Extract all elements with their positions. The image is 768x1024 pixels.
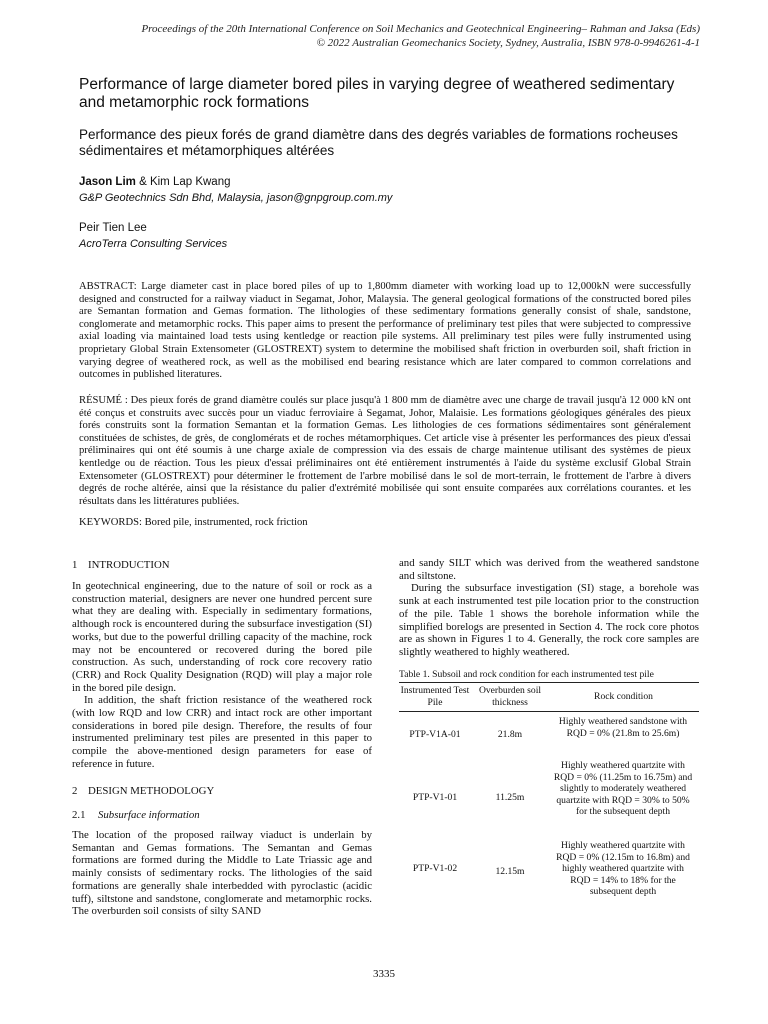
- running-header: [50, 22, 700, 50]
- paper-title: Performance of large diameter bored piles in varying degree of weathered sedimentary and metamorphic rock formations: [79, 76, 675, 111]
- paper-subtitle-french: Performance des pieux forés de grand diamètre dans des degrés variables de formations rocheuses sédimentaires et métamorphiques altérées: [79, 127, 678, 158]
- table-cell-pile: PTP-V1-01: [412, 792, 458, 803]
- subsection-2-1-title: Subsurface information: [98, 809, 200, 821]
- table-cell-thickness: 12.15m: [495, 866, 525, 877]
- author-affiliation-2: AcroTerra Consulting Services: [79, 238, 228, 250]
- right-column-text: [399, 557, 699, 659]
- table-cell-thickness: 11.25m: [495, 792, 525, 803]
- subsurface-text: [72, 829, 372, 918]
- table-header-rock: Rock condition: [594, 691, 653, 702]
- section-1-title: INTRODUCTION: [88, 559, 170, 571]
- right-paragraph-2: During the subsurface investigation (SI) stage, a borehole was sunk at each instrumented test pile location prior to the construction of the pile. Table 1 shows the borehole information while the simplified borelogs are presented in Section 4. The rock core photos are as shown in Figures 1 to 4. Generally, the rock core samples are slightly weathered to highly weathered.: [399, 582, 699, 658]
- subsection-2-1-heading: [72, 809, 200, 821]
- header-line-1: Proceedings of the 20th International Conference on Soil Mechanics and Geotechnical Engineering– Rahman and Jaksa (Eds): [141, 23, 700, 35]
- table-cell-pile: PTP-V1A-01: [409, 729, 461, 740]
- keywords: KEYWORDS: Bored pile, instrumented, rock friction: [79, 517, 308, 528]
- author-line-2: Peir Tien Lee: [79, 222, 147, 234]
- header-line-2: © 2022 Australian Geomechanics Society, Sydney, Australia, ISBN 978-0-9946261-4-1: [316, 37, 700, 49]
- table-cell-rock: Highly weathered quartzite with RQD = 0% (12.15m to 16.8m) and highly weathered quartzite with RQD = 14% to 18% for the subsequent depth: [556, 840, 690, 898]
- table-header-thickness: Overburden soil thickness: [478, 685, 542, 708]
- page-number: 3335: [373, 968, 395, 980]
- section-2-title: DESIGN METHODOLOGY: [88, 785, 215, 797]
- section-1-number: 1: [72, 559, 78, 571]
- section-2-number: 2: [72, 785, 78, 797]
- abstract-english: ABSTRACT: Large diameter cast in place bored piles of up to 1,800mm diameter with working load up to 12,000kN were successfully designed and constructed for a railway viaduct in Segamat, Johor, Malaysia. The general geological formations of the constructed bored piles are Semantan formation and Gemas formation. The lithologies of these sedimentary formations generally consist of shale, sandstone, conglomerate and metamorphic rocks. This paper aims to present the performance of preliminary test piles that were subjected to compressive axial loading via maintained load tests using kentledge or reaction pile systems. All preliminary test piles were fully instrumented using proprietary Global Strain Extensometer (GLOSTREXT) system to determine the mobilised shaft friction in overburden soil, shaft friction in varying degree of weathered rock, as well as the mobilised end bearing resistance which are later compared to common correlations and outcomes in published literatures.: [79, 281, 691, 381]
- table-header-pile: Instrumented Test Pile: [400, 685, 470, 708]
- author-line-1: [79, 175, 231, 189]
- author-bold-name: Jason Lim: [79, 176, 136, 188]
- table-cell-rock: Highly weathered quartzite with RQD = 0% (11.25m to 16.75m) and slightly to moderately weathered quartzite with RQD = 30% to 50% for the subsequent depth: [553, 760, 693, 818]
- table-top-rule: [399, 682, 699, 683]
- table-cell-pile: PTP-V1-02: [412, 863, 458, 874]
- author-other-names: & Kim Lap Kwang: [135, 176, 231, 188]
- table-header-rule: [399, 711, 699, 712]
- right-paragraph-1: and sandy SILT which was derived from the weathered sandstone and siltstone.: [399, 557, 699, 582]
- author-affiliation-1: G&P Geotechnics Sdn Bhd, Malaysia, jason@gnpgroup.com.my: [79, 192, 393, 204]
- section-2-heading: [72, 785, 214, 797]
- table-cell-thickness: 21.8m: [497, 729, 523, 740]
- subsurface-paragraph-1: The location of the proposed railway viaduct is underlain by Semantan and Gemas formations. The Semantan and Gemas formations are formed during the Middle to Late Triassic age and mainly consists of sedimentary rocks. The lithologies of the said formations are generally shale interbedded with pyroclastic (acidic tuff), siltstone and sandstone, conglomerate and metamorphic rocks. The overburden soil consists of silty SAND: [72, 829, 372, 918]
- intro-text: [72, 580, 372, 771]
- intro-paragraph-1: In geotechnical engineering, due to the nature of soil or rock as a construction material, designers are never one hundred percent sure what they are dealing with. Especially in sedimentary formations, although rock is encountered during the subsurface investigation (SI) works, but due to the powerful drilling capacity of the machine, rock may not be encountered or recovered during the bored pile construction. As such, understanding of rock core recovery ratio (CRR) and Rock Quality Designation (RQD) will play a major role in the bored pile design.: [72, 580, 372, 694]
- section-1-heading: [72, 559, 170, 571]
- table-1-caption: Table 1. Subsoil and rock condition for each instrumented test pile: [399, 669, 654, 680]
- table-cell-rock: Highly weathered sandstone with RQD = 0% (21.8m to 25.6m): [558, 716, 688, 739]
- abstract-french: RÉSUMÉ : Des pieux forés de grand diamètre coulés sur place jusqu'à 1 800 mm de diamètre avec une charge de travail jusqu'à 12 000 kN ont été conçus et construits avec succès pour un viaduc ferroviaire à Segamat, Johor, Malaisie. Les formations géologiques générales des pieux forés construits sont la formation Semantan et la formation Gemas. Les lithologies de ces formations sédimentaires sont généralement constituées de schistes, de grès, de conglomérats et de roches métamorphiques. Cet article vise à présenter les performances des pieux d'essai préliminaires qui ont été soumis à une charge axiale de compression via des essais de charge maintenue utilisant des systèmes de pieux kentledge ou de réaction. Tous les pieux d'essai préliminaires ont été entièrement instrumentés à l'aide du système exclusif Global Strain Extensometer (GLOSTREXT) pour déterminer le frottement de l'arbre mobilisé dans le sol de mort-terrain, le frottement de l'arbre à divers degrés de roche altérée, ainsi que la résistance du palier d'extrémité mobilisée qui sont ensuite comparées aux corrélations courantes. et les résultats dans les littératures publiées.: [79, 395, 691, 507]
- subsection-2-1-number: 2.1: [72, 809, 86, 821]
- intro-paragraph-2: In addition, the shaft friction resistance of the weathered rock (with low RQD and low CRR) and intact rock are other important considerations in bored pile design. Therefore, the results of four instrumented preliminary test piles are presented in this paper to compile the above-mentioned design parameters for ease of reference in future.: [72, 694, 372, 770]
